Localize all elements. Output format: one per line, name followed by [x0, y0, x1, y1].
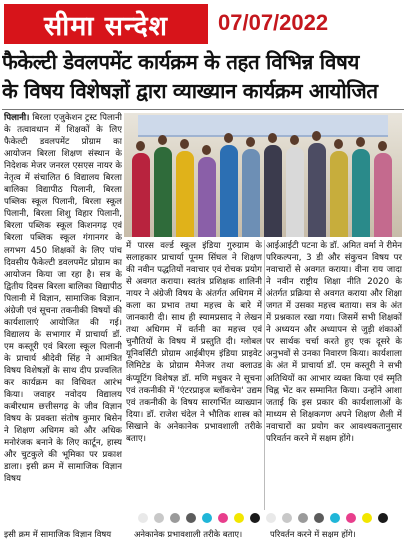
color-swatch [314, 513, 324, 523]
headline [2, 48, 404, 108]
color-swatch [138, 513, 148, 523]
color-swatch [186, 513, 196, 523]
article-text-middle: में पारस वर्ल्ड स्कूल इंडिया गुरुग्राम के सलाहकार प्राचार्या पूनम सिंघल ने शिक्षण की नवीन पद्धतियों नवाचार एवं रोचक प्रयोग से अवगत कराया। स्वतंत्र प्रशिक्षक शालिनी नायर ने अंग्रेजी विषय के अंतर्गत अधिगम में कला का प्रभाव तथा महत्त्व के बारे में जानकारी दी। साथ ही स्यामप्रसाद ने लेखन तथा अधिगम में वर्तनी का महत्त्व एवं चुनौतियों के विषय में प्रस्तुति दी। ग्लोबल यूनिवर्सिटी प्रोग्राम आईबीएम इंडिया प्राइवेट लिमिटेड के प्रोग्राम मैनेजर तथा क्लाउड कंप्यूटिंग विशेषज्ञ डॉ. मणि मधुकर ने सूचना एवं तकनीकी में 'एंटरप्राइज ब्लॉकचेन' उद्यम एवं तकनीकी के विषय सारगर्भित व्याख्यान दिया। डॉ. राजेश चंदेल ने भौतिक शास्त्र को सिखाने के अनेकानेक प्रभावशाली तरीके बताए। [126, 241, 262, 444]
color-swatch [282, 513, 292, 523]
color-swatch [346, 513, 356, 523]
footer-text-left: इसी क्रम में सामाजिक विज्ञान विषय [4, 529, 112, 539]
stage-banner [138, 115, 388, 137]
publication-date: 07/07/2022 [218, 10, 329, 35]
article-column-left [4, 112, 122, 512]
article-column-middle [126, 240, 262, 512]
color-swatch [250, 513, 260, 523]
headline-line-1: फैकेल्टी डेवलपमेंट कार्यक्रम के तहत विभिन्न विषय [2, 50, 359, 74]
color-swatch [202, 513, 212, 523]
color-swatch [378, 513, 388, 523]
color-swatch [218, 513, 228, 523]
headline-rule [2, 109, 404, 110]
color-swatch [170, 513, 180, 523]
article-text-left: बिरला एजुकेशन ट्रस्ट पिलानी के तत्वावधान में शिक्षकों के लिए फैकेल्टी डवलपमेंट प्रोग्राम का आयोजन बिरला शिक्षण संस्थान के निदेशक मेजर जनरल एसएस नायर के नेतृत्व में संचालित 6 विद्यालय बिरला बालिका विद्यापीठ पिलानी, बिरला पब्लिक स्कूल पिलानी, बिरला स्कूल पिलानी, बिरला शिशु विहार पिलानी, बिरला पब्लिक स्कूल किशनगढ़ एवं बिरला पब्लिक स्कूल गंगानगर के लगभग 450 शिक्षकों के लिए पांच दिवसीय फैकेल्टी डवलपमेंट प्रोग्राम का आयोजन किया जा रहा है। सत्र के द्वितीय दिवस बिरला बालिका विद्यापीठ पिलानी में विज्ञान, सामाजिक विज्ञान, अंग्रेजी एवं सूचना तकनीकी विषयों की कार्यशालाएं आयोजित की गई। विद्यालय के सभागार में प्राचार्या डॉ. एम कस्तूरी एवं बिरला स्कूल पिलानी के प्राचार्य श्रीदेवी सिंह ने आमंत्रित विषय विशेषज्ञों के साथ दीप प्रज्वलित कर कार्यक्रम का विधिवत आरंभ किया। जवाहर नवोदय विद्यालय कबीरधाम छत्तीसगढ़ के जीव विज्ञान विषय के प्रवक्ता संतोष कुमार बिसेन ने शिक्षण अधिगम को और अधिक मनोरंजक बनाने के लिए कार्टून, हास्य और चुटकुले की भूमिका पर प्रकाश डाला। इसी क्रम में सामाजिक विज्ञान विषय [4, 113, 122, 485]
dateline: पिलानी। [4, 113, 30, 123]
color-swatch [266, 513, 276, 523]
footer-text-middle: अनेकानेक प्रभावशाली तरीके बताए। [134, 529, 243, 539]
color-swatch [234, 513, 244, 523]
color-swatch [154, 513, 164, 523]
headline-line-2: के विषय विशेषज्ञों द्वारा व्याख्यान कार्यक्रम आयोजित [2, 79, 378, 103]
article-text-right: आईआईटी पटना के डॉ. अमित वर्मा ने रीमेन परिकल्पना, 3 डी और संकुचन विषय पर नवाचारों से अवगत कराया। वीना राय जादा ने नवीन राष्ट्रीय शिक्षा नीति 2020 के अंतर्गत प्रक्रिया से अवगत कराया और शिक्षा जगत में उसका महत्त्व बताया। सत्र के अंत में प्रश्नकाल रखा गया। जिसमें सभी शिक्षकों ने अध्ययन और अध्यापन से जुड़ी शंकाओं पर सार्थक चर्चा करते हुए एक दूसरे के अनुभवों से उनका निवारण किया। कार्यशाला के अंत में प्राचार्या डॉ. एम कस्तूरी ने सभी अतिथियों का आभार व्यक्त किया एवं स्मृति चिह्न भेंट कर सम्मानित किया। उन्होंने आशा जताई कि इस प्रकार की कार्यशालाओं के माध्यम से शिक्षकगण अपने शिक्षण शैली में नवाचारों का प्रयोग कर आवश्यकतानुसार परिवर्तन करने में सक्षम होंगे। [266, 241, 402, 444]
newspaper-name: सीमा सन्देश [43, 10, 169, 42]
color-swatch [298, 513, 308, 523]
column-divider [264, 240, 265, 510]
footer-text-right: परिवर्तन करने में सक्षम होंगे। [270, 529, 356, 539]
color-swatch [362, 513, 372, 523]
color-swatch [330, 513, 340, 523]
article-column-right [266, 240, 402, 512]
event-photo [124, 113, 402, 237]
registration-color-bar [134, 513, 402, 525]
newspaper-masthead [4, 4, 208, 44]
